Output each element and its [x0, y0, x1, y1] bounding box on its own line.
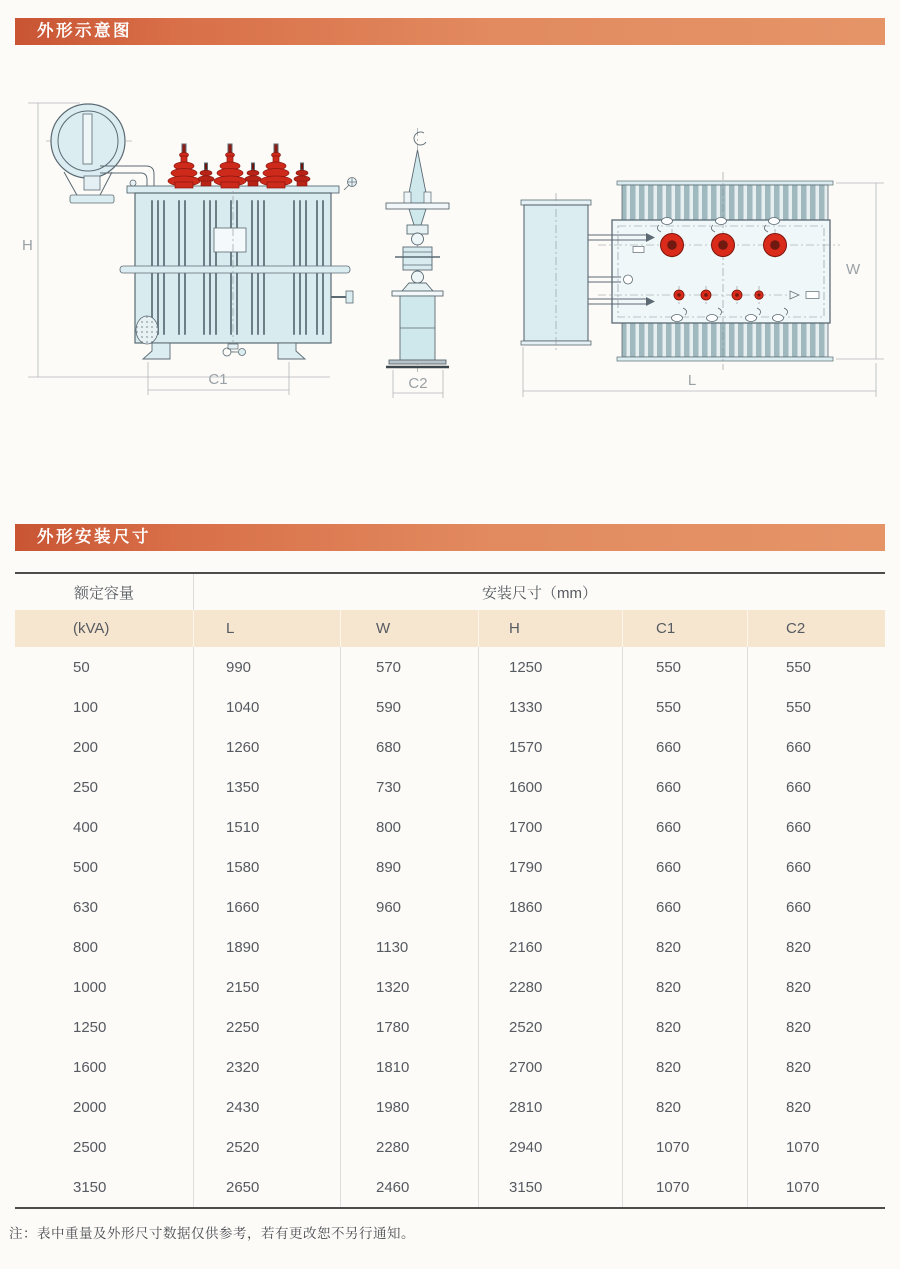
cell-c2: 820 [747, 967, 885, 1007]
cell-h: 2280 [478, 967, 622, 1007]
col-header-h: H [478, 610, 622, 647]
cell-w: 590 [340, 687, 478, 727]
table-row [15, 1127, 885, 1167]
c2-dimension-label: C2 [408, 375, 428, 392]
right-foot [278, 343, 305, 359]
side-view-drawing [386, 128, 449, 398]
h-dimension-label: H [22, 237, 33, 254]
table-row [15, 1087, 885, 1127]
cell-l: 990 [193, 647, 340, 687]
cell-kva: 250 [73, 778, 99, 796]
cell-l: 1040 [193, 687, 340, 727]
table-row [15, 967, 885, 1007]
table-row [15, 927, 885, 967]
cell-c1: 820 [622, 927, 747, 967]
cell-kva: 400 [73, 818, 99, 836]
cell-c2: 820 [747, 927, 885, 967]
cell-l: 2430 [193, 1087, 340, 1127]
cell-c1: 660 [622, 767, 747, 807]
cell-w: 890 [340, 847, 478, 887]
install-dims-header: 安装尺寸（mm） [193, 574, 885, 610]
cell-w: 570 [340, 647, 478, 687]
table-row [15, 1167, 885, 1207]
cell-h: 2810 [478, 1087, 622, 1127]
cell-kva: 630 [73, 898, 99, 916]
cell-c1: 660 [622, 847, 747, 887]
cell-c2: 660 [747, 727, 885, 767]
cell-h: 2520 [478, 1007, 622, 1047]
cell-l: 2650 [193, 1167, 340, 1207]
c1-dimension-label: C1 [208, 371, 228, 388]
cell-l: 1660 [193, 887, 340, 927]
cell-kva: 2500 [73, 1138, 107, 1156]
table-row [15, 687, 885, 727]
cell-h: 2700 [478, 1047, 622, 1087]
cell-c2: 1070 [747, 1167, 885, 1207]
cell-h: 2160 [478, 927, 622, 967]
cell-h: 1700 [478, 807, 622, 847]
cell-kva: 2000 [73, 1098, 107, 1116]
cell-c1: 1070 [622, 1167, 747, 1207]
cell-kva: 800 [73, 938, 99, 956]
cell-h: 1860 [478, 887, 622, 927]
cell-kva: 50 [73, 658, 90, 676]
dimensions-table [15, 572, 885, 1209]
section-banner-install-dimensions [15, 524, 885, 551]
cell-l: 2320 [193, 1047, 340, 1087]
left-foot [143, 343, 170, 359]
lifting-hook [414, 132, 426, 145]
cell-kva: 200 [73, 738, 99, 756]
cell-h: 1790 [478, 847, 622, 887]
cell-w: 1810 [340, 1047, 478, 1087]
rated-capacity-header: 额定容量 [73, 584, 134, 602]
cell-h: 3150 [478, 1167, 622, 1207]
cell-w: 1780 [340, 1007, 478, 1047]
cell-kva: 3150 [73, 1178, 107, 1196]
cell-c1: 660 [622, 887, 747, 927]
cell-w: 1130 [340, 927, 478, 967]
cell-h: 1600 [478, 767, 622, 807]
w-dimension-label: W [846, 261, 861, 278]
cell-h: 1250 [478, 647, 622, 687]
cell-w: 2280 [340, 1127, 478, 1167]
cell-kva: 500 [73, 858, 99, 876]
corrugated-panel [136, 316, 158, 344]
front-view-drawing [22, 103, 357, 395]
table-row [15, 1047, 885, 1087]
cell-c2: 660 [747, 807, 885, 847]
cell-c1: 820 [622, 1087, 747, 1127]
cell-h: 2940 [478, 1127, 622, 1167]
cell-w: 680 [340, 727, 478, 767]
table-row [15, 887, 885, 927]
cell-c1: 550 [622, 687, 747, 727]
table-header-row-2 [15, 610, 885, 647]
cell-c2: 550 [747, 647, 885, 687]
table-header-row-1 [15, 574, 885, 610]
footnote: 注：表中重量及外形尺寸数据仅供参考，若有更改恕不另行通知。 [9, 1226, 415, 1241]
top-view-drawing [521, 172, 884, 397]
cell-c1: 550 [622, 647, 747, 687]
cell-c2: 660 [747, 887, 885, 927]
cell-kva: 1600 [73, 1058, 107, 1076]
cell-l: 1890 [193, 927, 340, 967]
cell-w: 730 [340, 767, 478, 807]
hv-bushings [168, 144, 292, 188]
hv-bushings-top [661, 234, 787, 257]
cell-h: 1330 [478, 687, 622, 727]
cell-w: 960 [340, 887, 478, 927]
cell-l: 1350 [193, 767, 340, 807]
cell-l: 2520 [193, 1127, 340, 1167]
tank-front [120, 178, 357, 360]
cell-l: 2250 [193, 1007, 340, 1047]
section-title: 外形安装尺寸 [37, 528, 151, 546]
cell-kva: 1000 [73, 978, 107, 996]
cell-w: 800 [340, 807, 478, 847]
cell-c1: 820 [622, 1007, 747, 1047]
table-row [15, 727, 885, 767]
cell-kva: 100 [73, 698, 99, 716]
cell-w: 1320 [340, 967, 478, 1007]
cell-c2: 820 [747, 1047, 885, 1087]
cell-l: 2150 [193, 967, 340, 1007]
table-row [15, 1007, 885, 1047]
cell-w: 2460 [340, 1167, 478, 1207]
col-header-c1: C1 [622, 610, 747, 647]
table-row [15, 807, 885, 847]
nameplate [214, 228, 246, 252]
cell-c1: 660 [622, 807, 747, 847]
table-row [15, 647, 885, 687]
cell-l: 1260 [193, 727, 340, 767]
cell-l: 1580 [193, 847, 340, 887]
cell-c2: 660 [747, 847, 885, 887]
cell-c2: 660 [747, 767, 885, 807]
cell-c1: 1070 [622, 1127, 747, 1167]
cell-c2: 550 [747, 687, 885, 727]
conservator-top [521, 193, 591, 352]
table-body [15, 647, 885, 1207]
cell-c2: 820 [747, 1087, 885, 1127]
col-header-c2: C2 [747, 610, 885, 647]
cell-c1: 820 [622, 967, 747, 1007]
cell-w: 1980 [340, 1087, 478, 1127]
l-dimension-label: L [687, 372, 697, 389]
technical-drawings [0, 0, 900, 515]
cell-l: 1510 [193, 807, 340, 847]
section-title: 外形示意图 [37, 22, 132, 40]
table-row [15, 847, 885, 887]
cell-c2: 820 [747, 1007, 885, 1047]
cell-kva: 1250 [73, 1018, 107, 1036]
cell-c1: 660 [622, 727, 747, 767]
cell-h: 1570 [478, 727, 622, 767]
drain-valve [223, 348, 231, 356]
table-row [15, 767, 885, 807]
col-header-l: L [193, 610, 340, 647]
cell-c2: 1070 [747, 1127, 885, 1167]
col-header-w: W [340, 610, 478, 647]
cell-c1: 820 [622, 1047, 747, 1087]
col-header-kva: (kVA) [73, 620, 110, 637]
